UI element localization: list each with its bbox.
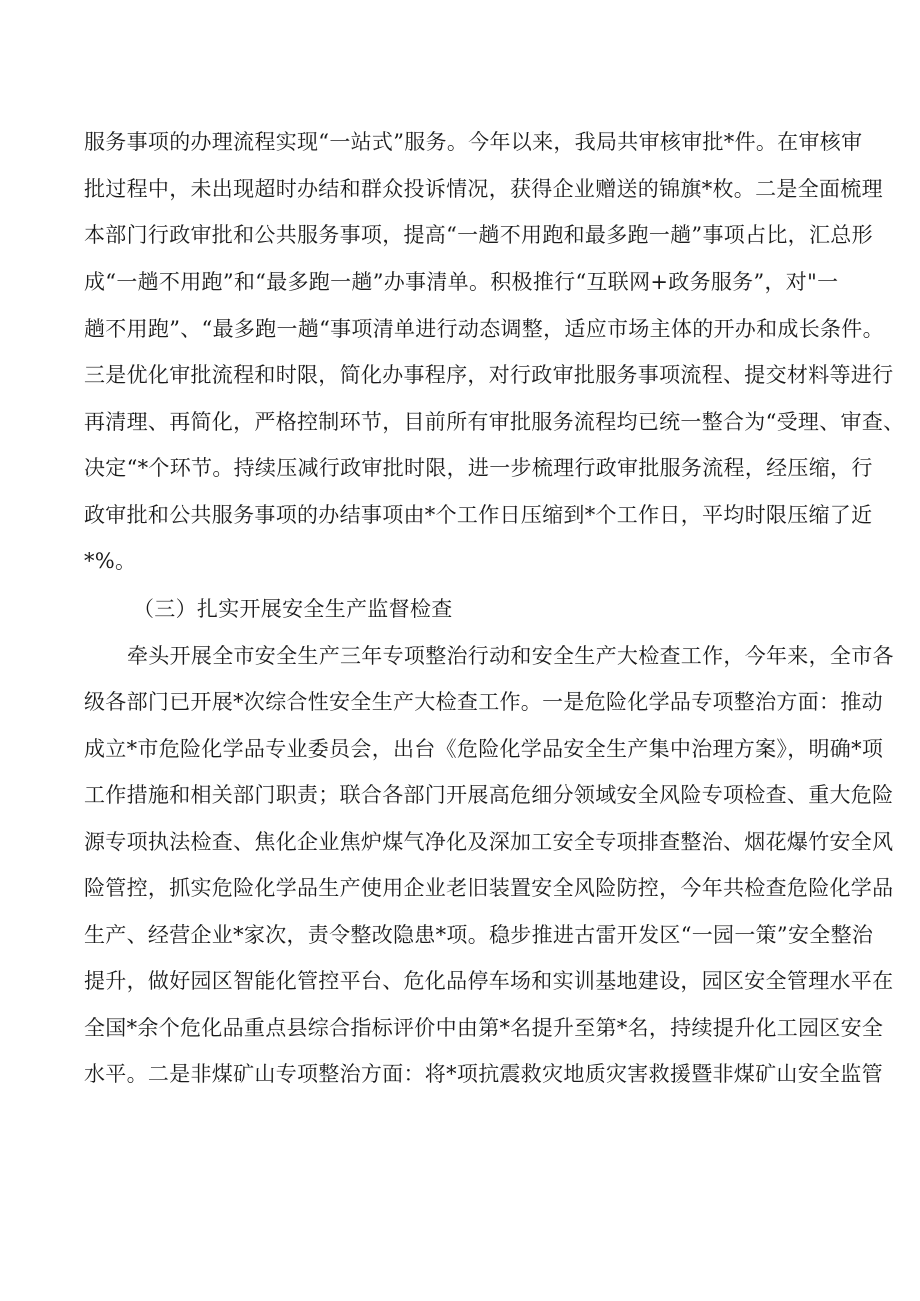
paragraph-1-line-9: 政审批和公共服务事项的办结事项由*个工作日压缩到*个工作日，平均时限压缩了近 (84, 503, 873, 527)
paragraph-2-line-5: 源专项执法检查、焦化企业焦炉煤气净化及深加工安全专项排查整治、烟花爆竹安全风 (84, 830, 894, 854)
paragraph-2-line-3: 成立*市危险化学品专业委员会，出台《危险化学品安全生产集中治理方案》，明确*项 (84, 737, 884, 761)
paragraph-1-line-1: 服务事项的办理流程实现“一站式”服务。今年以来，我局共审核审批*件。在审核审 (84, 130, 863, 154)
paragraph-1-line-7: 再清理、再简化，严格控制环节，目前所有审批服务流程均已统一整合为“受理、审查、 (84, 410, 905, 434)
paragraph-1-line-10: *%。 (84, 549, 137, 573)
paragraph-2-line-7: 生产、经营企业*家次，责令整改隐患*项。稳步推进古雷开发区“一园一策”安全整治 (84, 923, 874, 947)
section-heading: （三）扎实开展安全生产监督检查 (133, 597, 453, 621)
paragraph-2-line-6: 险管控，抓实危险化学品生产使用企业老旧装置安全风险防控，今年共检查危险化学品 (84, 876, 894, 900)
paragraph-2-line-1: 牵头开展全市安全生产三年专项整治行动和安全生产大检查工作，今年来，全市各 (127, 644, 894, 668)
paragraph-2-line-2: 级各部门已开展*次综合性安全生产大检查工作。一是危险化学品专项整治方面：推动 (84, 690, 883, 714)
paragraph-2-line-8: 提升，做好园区智能化管控平台、危化品停车场和实训基地建设，园区安全管理水平在 (84, 969, 894, 993)
paragraph-2-line-9: 全国*余个危化品重点县综合指标评价中由第*名提升至第*名，持续提升化工园区安全 (84, 1016, 884, 1040)
paragraph-1-line-4: 成“一趟不用跑”和“最多跑一趟”办事清单。积极推行“互联网+政务服务”，对"一 (84, 270, 839, 294)
paragraph-2-line-4: 工作措施和相关部门职责；联合各部门开展高危细分领域安全风险专项检查、重大危险 (84, 783, 894, 807)
paragraph-1-line-5: 趟不用跑”、“最多跑一趟“事项清单进行动态调整，适应市场主体的开办和成长条件。 (84, 317, 884, 341)
paragraph-1-line-3: 本部门行政审批和公共服务事项，提高“一趟不用跑和最多跑一趟”事项占比，汇总形 (84, 223, 873, 247)
paragraph-2-line-10: 水平。二是非煤矿山专项整治方面：将*项抗震救灾地质灾害救援暨非煤矿山安全监管 (84, 1062, 883, 1086)
paragraph-1-line-6: 三是优化审批流程和时限，简化办事程序，对行政审批服务事项流程、提交材料等进行 (84, 363, 894, 387)
paragraph-1-line-8: 决定“*个环节。持续压减行政审批时限，进一步梳理行政审批服务流程，经压缩，行 (84, 456, 873, 480)
paragraph-1-line-2: 批过程中，未出现超时办结和群众投诉情况，获得企业赠送的锦旗*枚。二是全面梳理 (84, 177, 883, 201)
